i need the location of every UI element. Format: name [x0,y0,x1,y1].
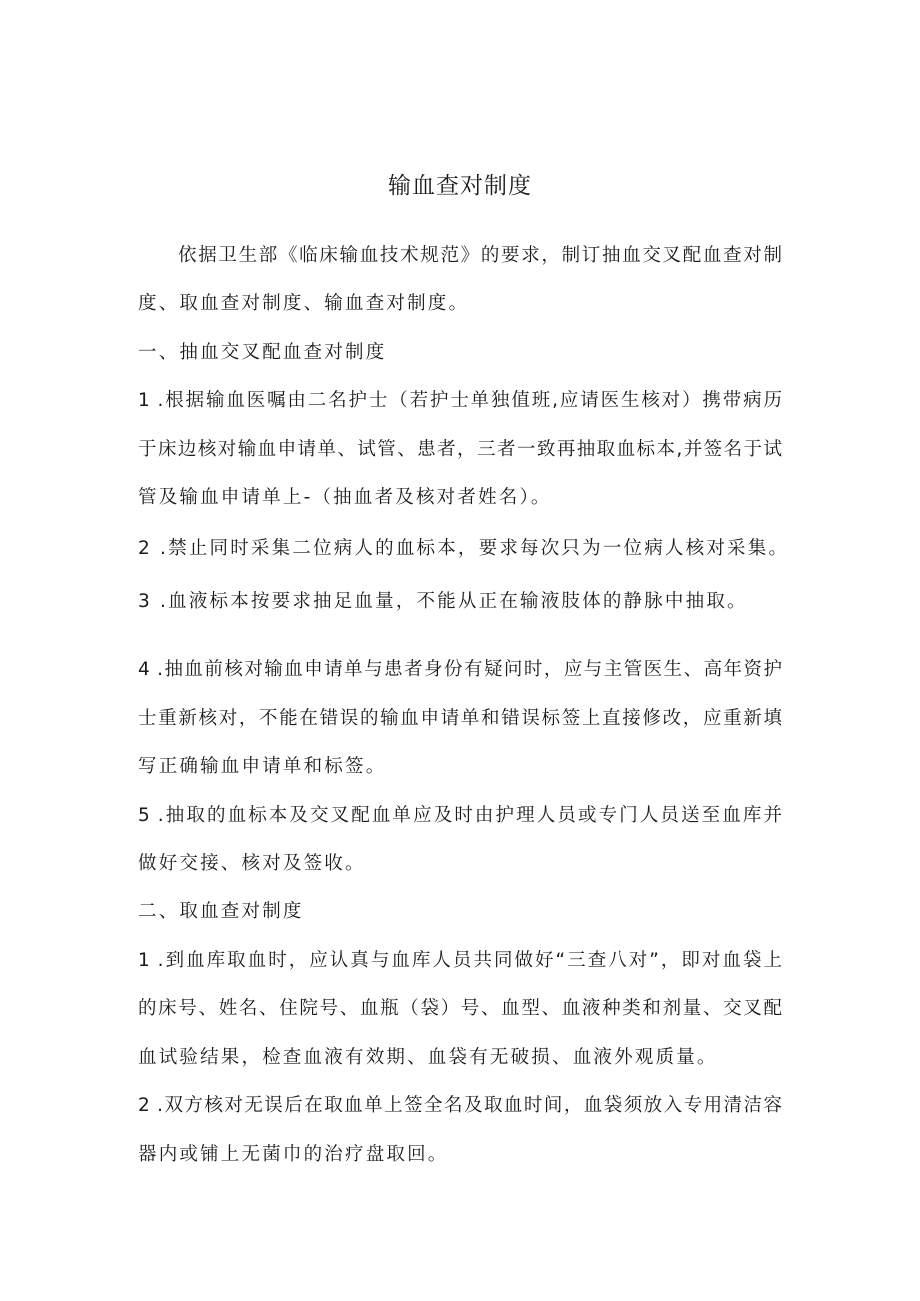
s1-item1-line-2: 于床边核对输血申请单、试管、患者，三者一致再抽取血标本,并签名于试 [138,439,782,460]
document-title: 输血查对制度 [388,173,532,199]
intro-line-2: 度、取血查对制度、输血查对制度。 [138,293,470,314]
s1-item2: 2 .禁止同时采集二位病人的血标本，要求每次只为一位病人核对采集。 [138,538,790,559]
s1-item1-line-1: 1 .根据输血医嘱由二名护士（若护士单独值班,应请医生核对）携带病历 [138,390,782,411]
section-1-heading: 一、抽血交叉配血查对制度 [138,342,387,363]
s1-item3: 3 .血液标本按要求抽足血量，不能从正在输液肢体的静脉中抽取。 [138,591,748,612]
s2-item2-line-1: 2 .双方核对无误后在取血单上签全名及取血时间，血袋须放入专用清洁容 [138,1095,782,1116]
s1-item1-line-3: 管及输血申请单上-（抽血者及核对者姓名）。 [138,487,552,508]
s1-item5-line-2: 做好交接、核对及签收。 [138,853,366,874]
s1-item4-line-2: 士重新核对，不能在错误的输血申请单和错误标签上直接修改，应重新填 [138,708,782,729]
s1-item4-line-3: 写正确输血申请单和标签。 [138,756,387,777]
s2-item1-line-2: 的床号、姓名、住院号、血瓶（袋）号、血型、血液种类和剂量、交叉配 [138,998,782,1019]
s1-item5-line-1: 5 .抽取的血标本及交叉配血单应及时由护理人员或专门人员送至血库并 [138,805,782,826]
s2-item2-line-2: 器内或铺上无菌巾的治疗盘取回。 [138,1144,449,1165]
intro-line-1: 依据卫生部《临床输血技术规范》的要求，制订抽血交叉配血查对制 [178,245,782,266]
s1-item4-line-1: 4 .抽血前核对输血申请单与患者身份有疑问时，应与主管医生、高年资护 [138,659,782,680]
s2-item1-line-1: 1 .到血库取血时，应认真与血库人员共同做好“三查八对”，即对血袋上 [138,950,782,971]
section-2-heading: 二、取血查对制度 [138,901,304,922]
s2-item1-line-3: 血试验结果，检查血液有效期、血袋有无破损、血液外观质量。 [138,1047,718,1068]
